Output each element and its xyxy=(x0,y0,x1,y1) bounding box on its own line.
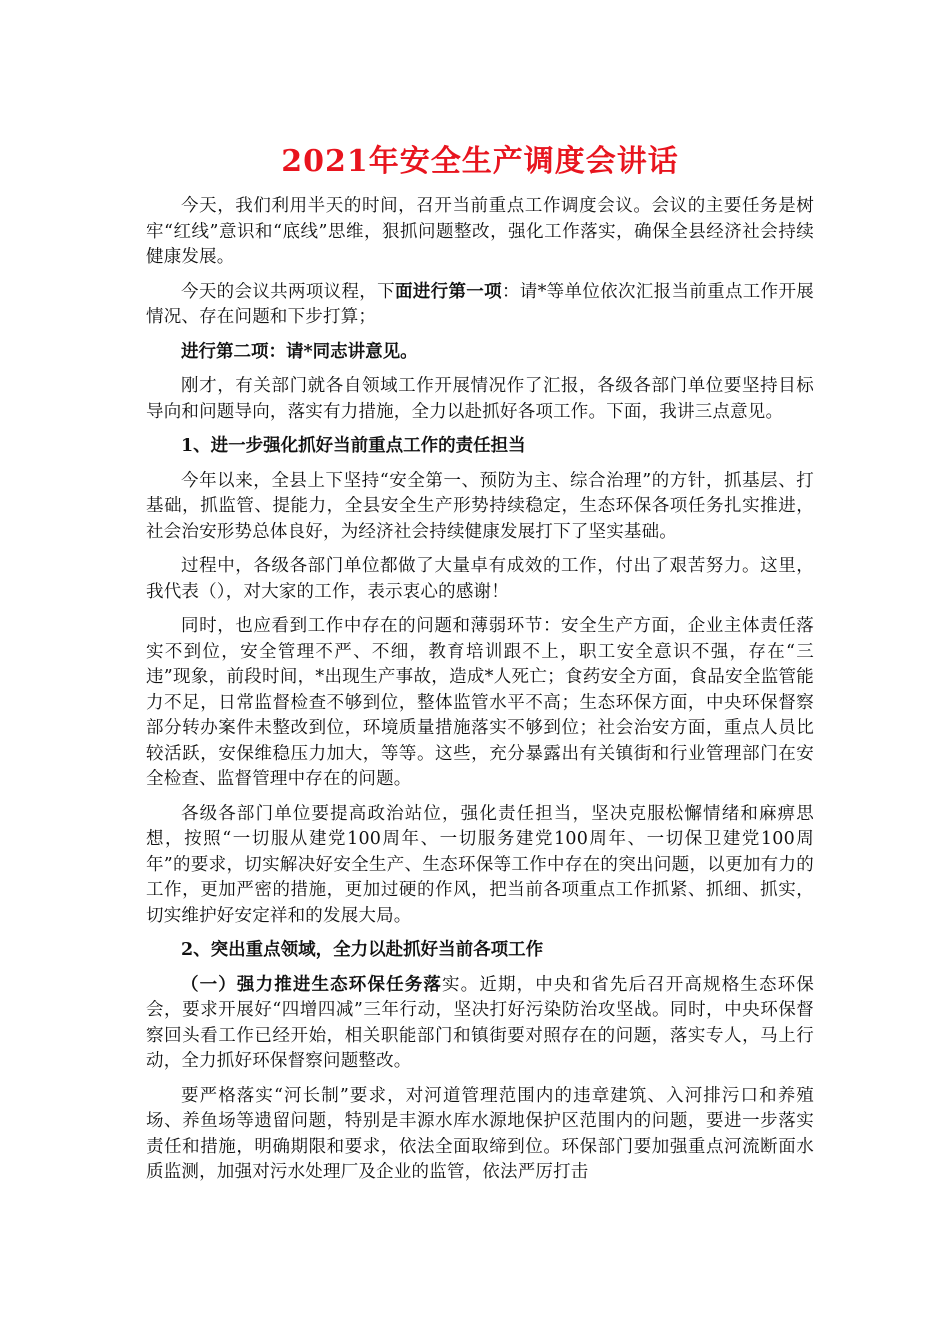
agenda-text-pre: 今天的会议共两项议程，下 xyxy=(181,281,395,302)
paragraph-intro-remarks: 刚才，有关部门就各自领域工作开展情况作了汇报，各级各部门单位要坚持目标导向和问题导向，落实有力措施，全力以赴抓好各项工作。下面，我讲三点意见。 xyxy=(146,376,814,422)
paragraph-thanks: 过程中，各级各部门单位都做了大量卓有成效的工作，付出了艰苦努力。这里，我代表（），对大家的工作，表示衷心的感谢！ xyxy=(146,556,814,602)
paragraph-achievements: 今年以来，全县上下坚持“安全第一、预防为主、综合治理”的方针，抓基层、打基础，抓监管、提能力，全县安全生产形势持续稳定，生态环保各项任务扎实推进，社会治安形势总体良好，为经济社会持续健康发展打下了坚实基础。 xyxy=(146,470,814,542)
paragraph-problems: 同时，也应看到工作中存在的问题和薄弱环节：安全生产方面，企业主体责任落实不到位，安全管理不严、不细，教育培训跟不上，职工安全意识不强，存在“三违”现象，前段时间，*出现生产事故，造成*人死亡；食药安全方面，食品安全监管能力不足，日常监督检查不够到位，整体监管水平不高；生态环保方面，中央环保督察部分转办案件未整改到位，环境质量措施落实不够到位；社会治安方面，重点人员比较活跃，安保维稳压力加大，等等。这些，充分暴露出有关镇街和行业管理部门在安全检查、监督管理中存在的问题。 xyxy=(146,616,814,789)
agenda-text-post: ：请*等单位依次汇报当前重点工作开展情况、存在问题和下步打算； xyxy=(146,281,814,327)
eco-tasks-text: 实。近期，中央和省先后召开高规格生态环保会，要求开展好“四增四减”三年行动，坚决打好污染防治攻坚战。同时，中央环保督察回头看工作已经开始，相关职能部门和镇街要对照存在的问题，落实专人，马上行动，全力抓好环保督察问题整改。 xyxy=(146,974,814,1071)
paragraph-requirements: 各级各部门单位要提高政治站位，强化责任担当，坚决克服松懈情绪和麻痹思想，按照“一切服从建党100周年、一切服务建党100周年、一切保卫建党100周年”的要求，切实解决好安全生产、生态环保等工作中存在的突出问题，以更加有力的工作，更加严密的措施，更加过硬的作风，把当前各项重点工作抓紧、抓细、抓实，切实维护好安定祥和的发展大局。 xyxy=(146,803,814,926)
paragraph-agenda xyxy=(146,280,814,331)
document-page xyxy=(146,0,814,1186)
agenda-text-bold: 面进行第一项 xyxy=(394,281,502,302)
document-title: 2021年安全生产调度会讲话 xyxy=(281,144,679,179)
agenda-second-item: 进行第二项：请*同志讲意见。 xyxy=(181,341,418,362)
section-heading-1: 1、进一步强化抓好当前重点工作的责任担当 xyxy=(181,436,526,456)
paragraph-opening: 今天，我们利用半天的时间，召开当前重点工作调度会议。会议的主要任务是树牢“红线”意识和“底线”思维，狠抓问题整改，强化工作落实，确保全县经济社会持续健康发展。 xyxy=(146,196,814,267)
paragraph-eco-tasks xyxy=(146,973,814,1075)
paragraph-river-chief: 要严格落实“河长制”要求，对河道管理范围内的违章建筑、入河排污口和养殖场、养鱼场等遗留问题，特别是丰源水库水源地保护区范围内的问题，要进一步落实责任和措施，明确期限和要求，依法全面取缔到位。环保部门要加强重点河流断面水质监测，加强对污水处理厂及企业的监管，依法严厉打击 xyxy=(146,1085,814,1182)
section-heading-2: 2、突出重点领域，全力以赴抓好当前各项工作 xyxy=(181,940,544,960)
eco-tasks-bold: （一）强力推进生态环保任务落 xyxy=(181,974,443,995)
